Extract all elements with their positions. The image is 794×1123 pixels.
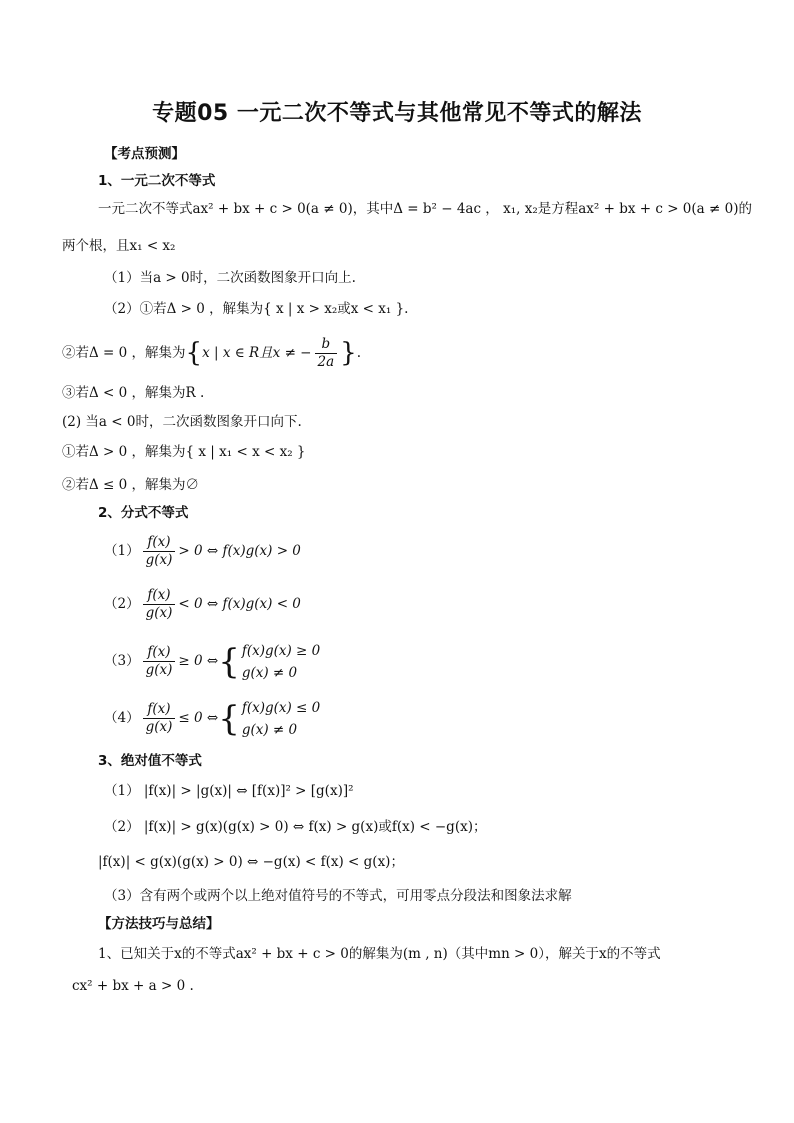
case-2: g(x) ≠ 0 (241, 721, 298, 738)
label: （1） (104, 543, 140, 559)
item-a-negative: (2) 当a < 0时，二次函数图象开口向下. (62, 414, 302, 430)
numerator: f(x) (143, 701, 176, 719)
page-title: 专题05 一元二次不等式与其他常见不等式的解法 (152, 101, 642, 126)
cases-brace: { (218, 641, 240, 682)
fraction-item-3 (104, 637, 320, 685)
absolute-item-2: （2） |f(x)| > g(x)(g(x) > 0) ⇔ f(x) > g(x)或f(x) < −g(x)； (104, 819, 487, 835)
absolute-item-3: （3）含有两个或两个以上绝对值符号的不等式，可用零点分段法和图象法求解 (104, 888, 572, 904)
fraction-item-2 (104, 584, 301, 624)
equivalence: < 0 ⇔ f(x)g(x) < 0 (178, 596, 301, 612)
item-delta-positive: （2）①若Δ > 0 ，解集为{ x | x > x₂或x < x₁ }. (104, 301, 409, 317)
item-delta-negative: ③若Δ < 0 ，解集为R . (62, 385, 205, 401)
fraction-item-4 (104, 694, 320, 742)
cases (242, 640, 320, 684)
paragraph-quadratic-definition: 一元二次不等式ax² + bx + c > 0(a ≠ 0)，其中Δ = b² − 4ac ， x₁, x₂是方程ax² + bx + c > 0(a ≠ 0)的 (98, 201, 752, 217)
equivalence: > 0 ⇔ f(x)g(x) > 0 (178, 543, 301, 559)
fraction-item-1 (104, 531, 301, 571)
denominator: g(x) (145, 605, 173, 621)
numerator: f(x) (143, 587, 176, 605)
equivalence: ≥ 0 ⇔ (178, 653, 219, 669)
item-a-positive: （1）当a > 0时，二次函数图象开口向上. (104, 270, 356, 286)
absolute-item-1: （1） |f(x)| > |g(x)| ⇔ [f(x)]² > [g(x)]² (104, 783, 354, 799)
label: （4） (104, 710, 140, 726)
item-delta-positive-2: ①若Δ > 0 ，解集为{ x | x₁ < x < x₂ } (62, 444, 306, 460)
fraction-f-over-g (143, 587, 176, 622)
denominator: g(x) (145, 719, 173, 735)
fraction-denominator: 2a (317, 354, 335, 370)
left-brace: { (185, 338, 203, 368)
denominator: g(x) (145, 662, 173, 678)
item-delta-nonpositive: ②若Δ ≤ 0 ，解集为∅ (62, 477, 200, 493)
heading-quadratic-inequality: 1、一元二次不等式 (98, 173, 216, 189)
fraction-f-over-g (143, 701, 176, 736)
fraction-f-over-g (143, 644, 176, 679)
label: （3） (104, 653, 140, 669)
question-1-line-2: cx² + bx + a > 0 . (72, 978, 194, 994)
period: . (356, 345, 361, 361)
denominator: g(x) (145, 552, 173, 568)
right-brace: } (340, 338, 357, 368)
fraction-b-over-2a (315, 336, 338, 371)
equivalence: ≤ 0 ⇔ (178, 710, 219, 726)
cases-brace: { (218, 698, 240, 739)
case-2: g(x) ≠ 0 (241, 664, 298, 681)
question-1-line-1: 1、已知关于x的不等式ax² + bx + c > 0的解集为(m , n)（其中mn > 0），解关于x的不等式 (98, 946, 661, 962)
numerator: f(x) (143, 534, 176, 552)
numerator: f(x) (143, 644, 176, 662)
section-methods-heading: 【方法技巧与总结】 (98, 916, 220, 932)
item-delta-zero (62, 331, 361, 375)
case-1: f(x)g(x) ≥ 0 (241, 642, 321, 659)
absolute-item-2b: |f(x)| < g(x)(g(x) > 0) ⇔ −g(x) < f(x) < g(x)； (98, 854, 404, 870)
item-delta-zero-prefix: ②若Δ = 0 ，解集为 (62, 345, 186, 361)
heading-absolute-inequality: 3、绝对值不等式 (98, 753, 202, 769)
cases (242, 697, 320, 741)
case-1: f(x)g(x) ≤ 0 (241, 699, 321, 716)
set-expression: x | x ∈ R且x ≠ − (202, 345, 312, 361)
fraction-numerator: b (315, 336, 338, 354)
heading-fraction-inequality: 2、分式不等式 (98, 505, 189, 521)
fraction-f-over-g (143, 534, 176, 569)
paragraph-roots: 两个根，且x₁ < x₂ (62, 238, 176, 254)
section-forecast-heading: 【考点预测】 (104, 146, 185, 162)
label: （2） (104, 596, 140, 612)
